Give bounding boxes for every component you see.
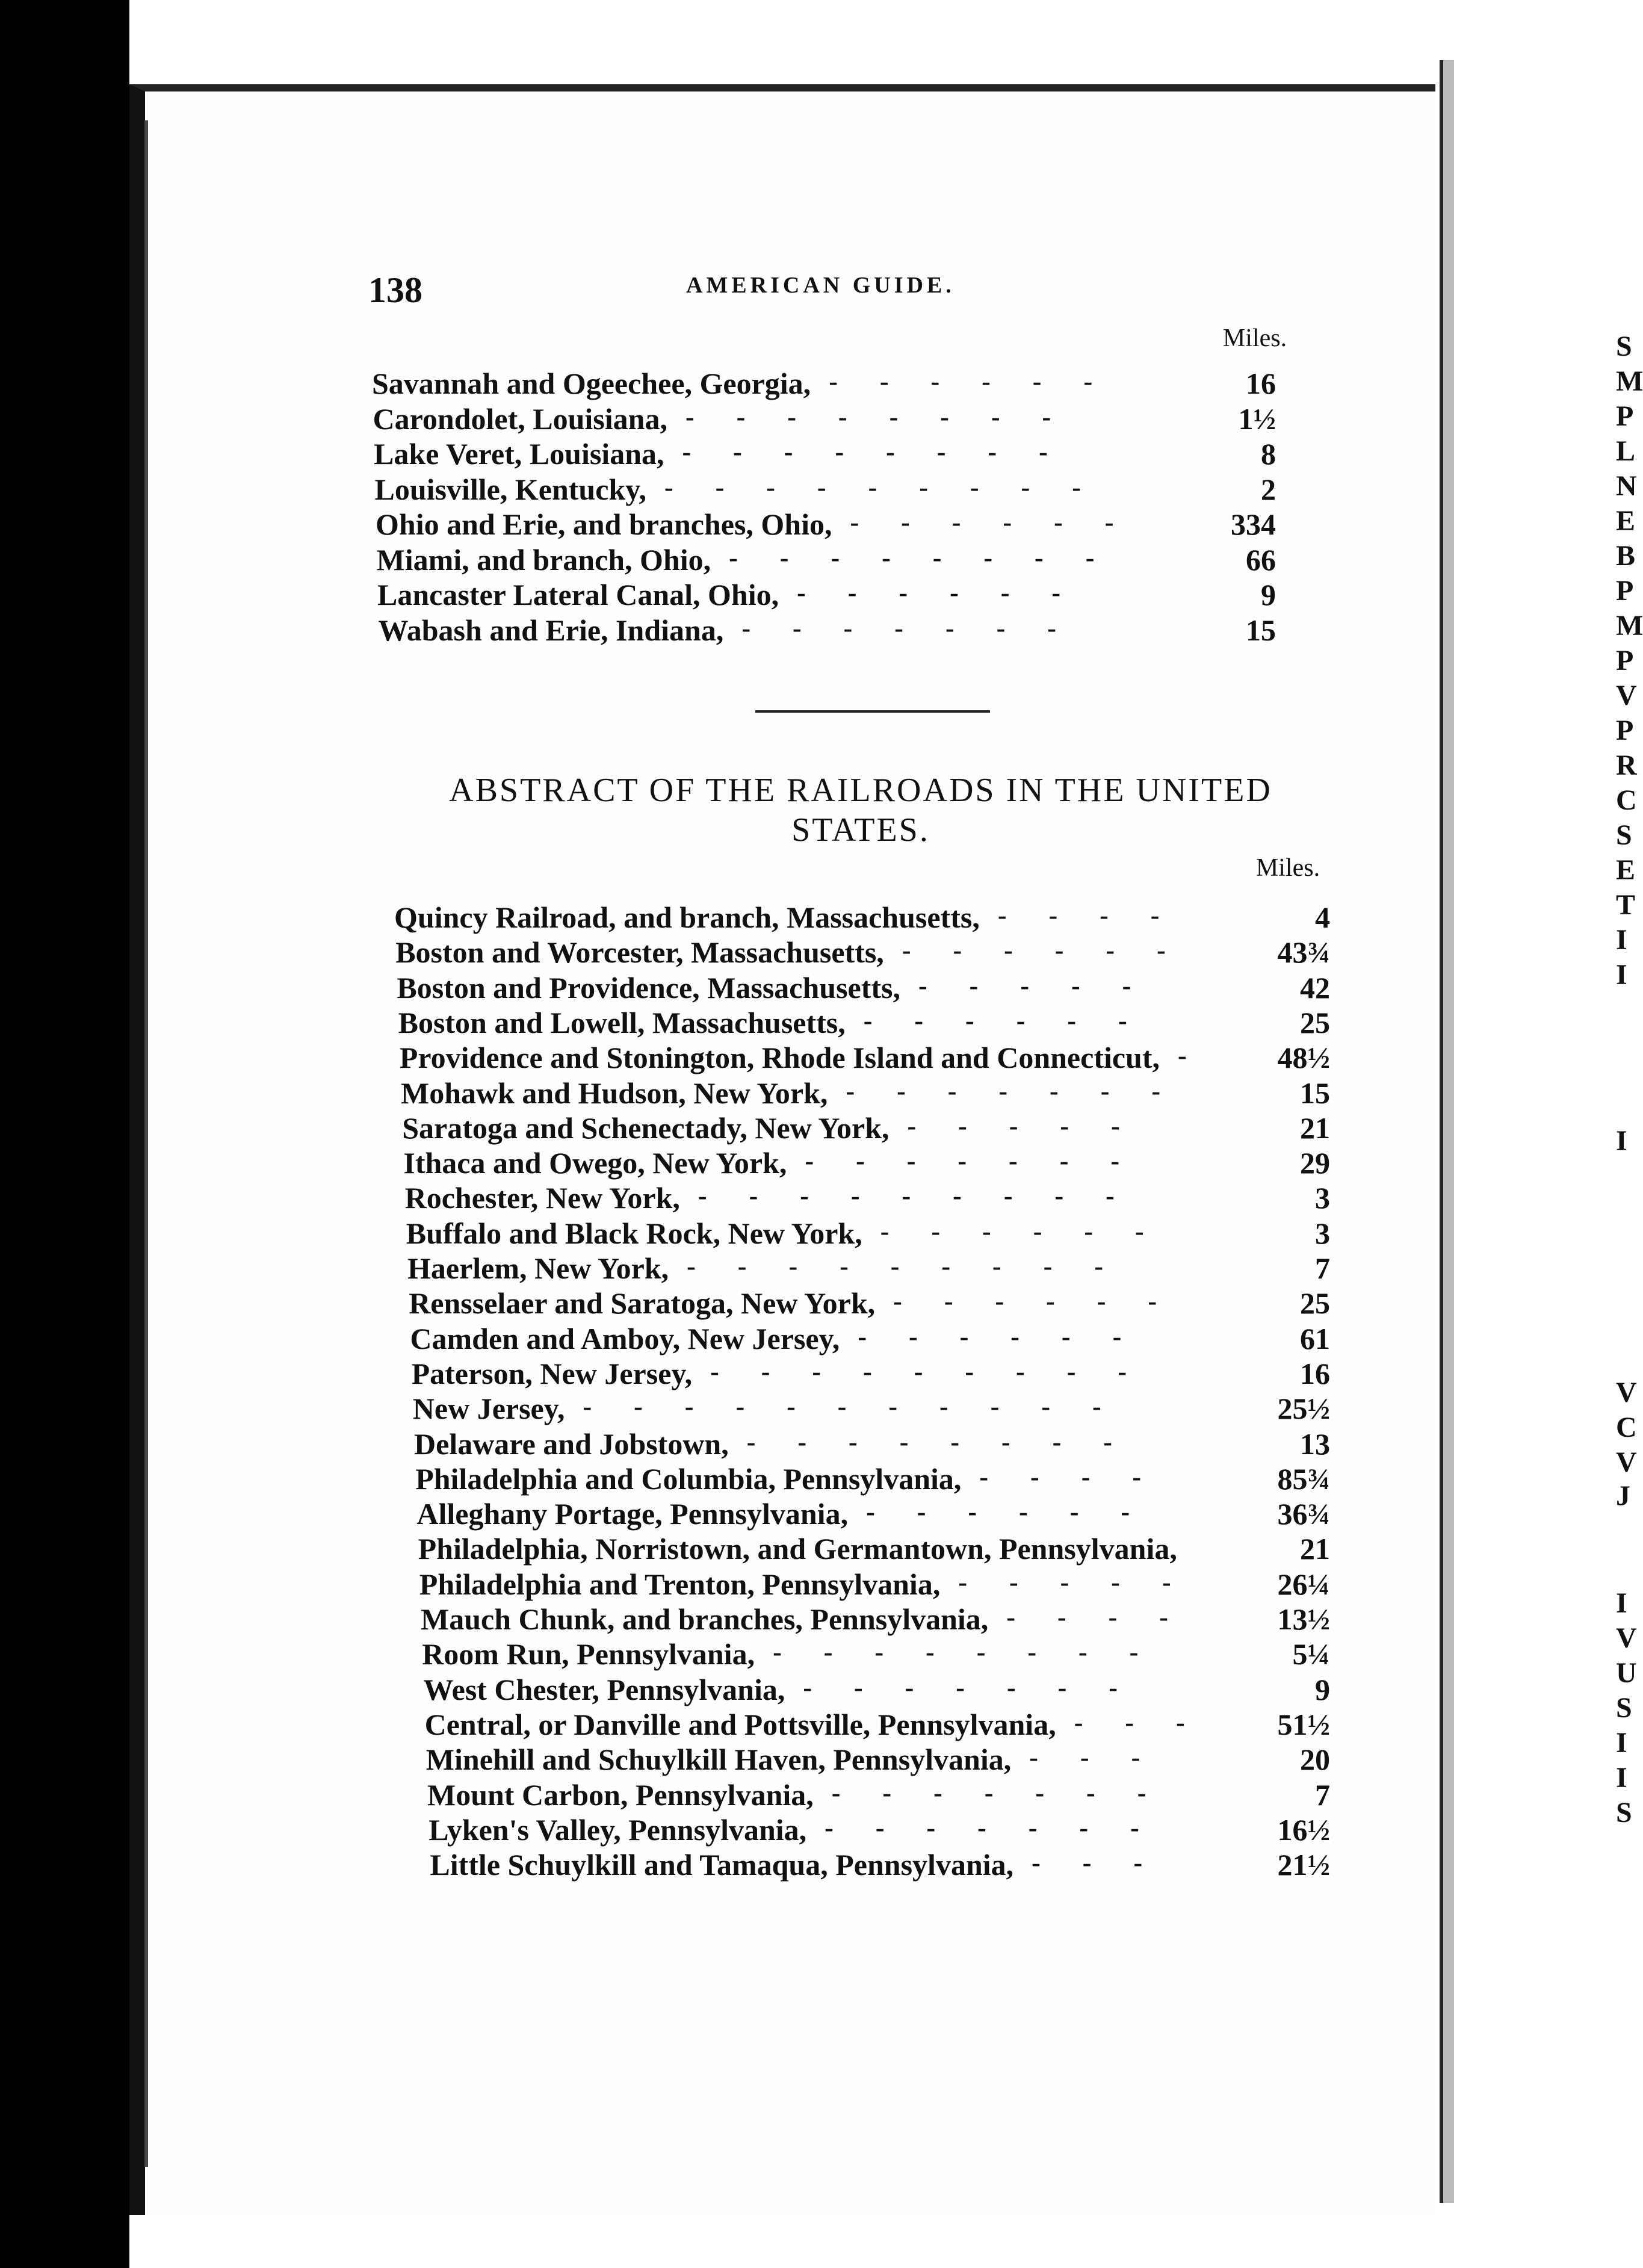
facing-page-letter: M [1616,610,1643,642]
row-miles: 61 [1299,1321,1330,1356]
facing-page-letter: N [1616,470,1637,502]
leader-dashes: ---- [1006,1602,1210,1632]
row-miles: 13 [1300,1427,1330,1461]
leader-dashes: ------ [850,507,1156,537]
row-miles: 15 [1246,613,1276,647]
row-miles: 26¼ [1277,1567,1330,1601]
facing-page-letter: B [1616,540,1636,572]
table-row [377,577,1288,612]
row-name: Philadelphia and Trenton, Pennsylvania, [419,1567,941,1601]
row-miles: 25 [1299,1286,1330,1321]
leader-dashes: ------ [866,1497,1172,1527]
facing-page-letter: I [1616,1125,1627,1157]
facing-page-letter: U [1616,1657,1637,1689]
facing-page-letter: C [1616,784,1637,816]
row-name: West Chester, Pennsylvania, [423,1672,785,1706]
row-miles: 25 [1299,1005,1330,1040]
row-miles: 16½ [1277,1812,1330,1847]
leader-dashes: ----- [958,1567,1213,1597]
table-row [377,542,1289,577]
table-row [376,507,1288,542]
table-row [400,1040,1342,1075]
row-miles: 51½ [1277,1707,1330,1741]
table-row [406,1216,1342,1251]
table-row [423,1672,1342,1707]
facing-page-letter: S [1616,1797,1632,1829]
table-row [426,1742,1342,1777]
row-miles: 1½ [1238,401,1276,436]
leader-dashes: ----- [918,970,1174,1000]
row-name: Haerlem, New York, [407,1251,669,1285]
row-miles: 29 [1299,1146,1330,1180]
row-name: Central, or Danville and Pottsville, Pennsylvania, [424,1707,1056,1741]
table-row [403,1145,1342,1180]
row-miles: 8 [1261,437,1276,471]
leader-dashes: --------- [687,1251,1146,1281]
table-row [405,1180,1342,1215]
leader-dashes: - [1178,1041,1229,1071]
facing-page-letter: C [1616,1411,1637,1443]
leader-dashes: ------ [880,1216,1186,1246]
leader-dashes: --------- [710,1356,1169,1386]
table-row [429,1812,1342,1847]
leader-dashes: ------ [902,935,1208,965]
row-name: Providence and Stonington, Rhode Island and Connecticut, [399,1041,1160,1075]
row-miles: 4 [1315,900,1330,934]
leader-dashes: -------- [729,542,1137,572]
row-miles: 13½ [1277,1602,1330,1636]
facing-page-letter: T [1616,889,1636,921]
table-row [398,1005,1342,1040]
table-row [375,472,1289,507]
facing-page [1454,0,1627,2268]
leader-dashes: -------- [685,401,1094,432]
table-row [395,935,1342,970]
section-divider [755,710,990,713]
row-name: Savannah and Ogeechee, Georgia, [372,367,811,400]
row-name: Paterson, New Jersey, [411,1356,693,1390]
table-row [416,1496,1342,1531]
leader-dashes: ------- [741,613,1098,643]
page-inner-edge [144,120,181,2167]
table-row [418,1531,1342,1566]
facing-page-letter: P [1616,400,1634,432]
row-miles: 20 [1299,1743,1330,1777]
row-name: Boston and Worcester, Massachusetts, [395,935,884,970]
leader-dashes: -------- [682,437,1090,466]
row-name: Ohio and Erie, and branches, Ohio, [376,507,832,541]
table-row [422,1637,1342,1672]
leader-dashes: --------- [698,1181,1157,1211]
table-row [407,1251,1342,1286]
table-row [427,1777,1342,1812]
facing-page-letter: J [1616,1480,1630,1512]
row-miles: 7 [1315,1251,1330,1285]
leader-dashes: ------ [863,1005,1169,1035]
row-miles: 85¾ [1277,1461,1330,1496]
leader-dashes: ------- [803,1672,1160,1702]
facing-page-letter: E [1616,854,1636,886]
row-name: Quincy Railroad, and branch, Massachusetts, [394,900,980,934]
leader-dashes: --- [1032,1848,1185,1878]
row-name: Philadelphia, Norristown, and Germantown, Pennsylvania, [418,1532,1177,1566]
row-name: Ithaca and Owego, New York, [403,1146,787,1180]
row-name: Carondolet, Louisiana, [373,401,667,436]
row-name: Minehill and Schuylkill Haven, Pennsylvania, [425,1743,1012,1777]
facing-page-letter: S [1616,1692,1632,1724]
row-name: Room Run, Pennsylvania, [422,1637,755,1672]
facing-page-letter: I [1616,1762,1627,1794]
leader-dashes: ----------- [583,1392,1143,1422]
row-name: Lancaster Lateral Canal, Ohio, [377,578,779,612]
row-miles: 48½ [1277,1041,1330,1075]
page-number: 138 [368,270,422,310]
row-name: Camden and Amboy, New Jersey, [410,1321,840,1356]
facing-page-letter: P [1616,575,1634,607]
facing-page-letter: S [1616,819,1632,851]
facing-page-letter: V [1616,1622,1637,1654]
row-miles: 3 [1314,1216,1330,1250]
leader-dashes: ------- [846,1076,1203,1106]
row-miles: 21½ [1277,1848,1330,1882]
row-name: Delaware and Jobstown, [414,1427,729,1461]
leader-dashes: ------- [805,1146,1162,1176]
facing-page-letter: L [1616,435,1636,467]
leader-dashes: ------ [893,1286,1199,1316]
row-miles: 25½ [1277,1392,1330,1426]
table-row [394,900,1342,935]
row-miles: 5¼ [1292,1637,1330,1672]
table-row [402,1111,1342,1145]
leader-dashes: ---- [997,900,1202,930]
table-row [372,366,1288,401]
row-miles: 21 [1299,1111,1330,1145]
table-row [414,1427,1342,1461]
row-name: Saratoga and Schenectady, New York, [402,1111,890,1145]
facing-page-letter: V [1616,1377,1637,1408]
table-row [413,1391,1342,1426]
gutter-shadow [1443,60,1454,2203]
table-row [409,1286,1342,1321]
row-miles: 66 [1246,542,1276,577]
row-miles: 16 [1246,367,1276,400]
row-name: Mauch Chunk, and branches, Pennsylvania, [421,1602,989,1636]
railroad-miles-header: Miles. [1255,854,1320,882]
row-miles: 9 [1314,1672,1330,1706]
leader-dashes: ------- [825,1812,1181,1842]
row-name: Lake Veret, Louisiana, [374,437,664,471]
table-row [412,1356,1342,1391]
facing-page-letter: I [1616,924,1627,956]
leader-dashes: --------- [664,472,1123,502]
row-miles: 36¾ [1277,1497,1330,1531]
facing-page-letter: E [1616,505,1636,537]
table-row [419,1567,1342,1602]
row-name: Boston and Lowell, Massachusetts, [398,1005,846,1040]
row-miles: 9 [1261,578,1276,612]
row-name: Wabash and Erie, Indiana, [378,613,724,647]
row-miles: 21 [1299,1532,1330,1566]
leader-dashes: -------- [773,1637,1181,1667]
facing-page-letter: V [1616,680,1637,711]
leader-dashes: ---- [979,1461,1183,1492]
facing-page-letter: I [1616,1587,1627,1619]
section-title: ABSTRACT OF THE RAILROADS IN THE UNITED STATES. [449,772,1272,849]
row-miles: 3 [1314,1181,1330,1215]
facing-page-letter: S [1616,330,1632,362]
facing-page-letter: P [1616,645,1634,677]
table-row [397,970,1342,1005]
leader-dashes: ------ [829,367,1135,396]
facing-page-letter: I [1616,959,1627,991]
leader-dashes: -------- [746,1427,1154,1457]
facing-page-letter: P [1616,714,1634,746]
row-name: Lyken's Valley, Pennsylvania, [429,1812,807,1847]
row-name: Boston and Providence, Massachusetts, [397,970,901,1005]
table-row [401,1076,1342,1111]
table-row [374,436,1288,471]
table-row [415,1461,1342,1496]
canal-miles-header: Miles. [1222,324,1287,352]
row-name: Miami, and branch, Ohio, [376,542,711,577]
facing-page-letter: M [1616,365,1643,397]
row-miles: 2 [1261,472,1276,506]
row-name: Rochester, New York, [404,1181,680,1215]
row-name: Mount Carbon, Pennsylvania, [427,1777,814,1812]
row-miles: 7 [1315,1777,1330,1812]
leader-dashes: ------ [858,1321,1164,1351]
table-row [430,1847,1342,1882]
leader-dashes: ----- [907,1111,1162,1141]
row-miles: 16 [1299,1356,1330,1390]
facing-page-letter: I [1616,1727,1627,1759]
leader-dashes: --- [1074,1707,1227,1737]
row-name: Alleghany Portage, Pennsylvania, [416,1497,849,1531]
leader-dashes: ------ [797,578,1103,607]
table-row [425,1707,1342,1742]
book-spine-shadow [0,0,129,2268]
table-row [373,401,1289,436]
row-miles: 43¾ [1277,935,1330,970]
row-name: Rensselaer and Saratoga, New York, [409,1286,876,1321]
leader-dashes: ------- [831,1777,1189,1808]
leader-dashes: --- [1029,1743,1183,1773]
row-name: Buffalo and Black Rock, New York, [406,1216,862,1250]
table-row [421,1602,1342,1637]
row-miles: 15 [1300,1076,1330,1110]
row-name: Louisville, Kentucky, [374,472,646,506]
facing-page-letter: R [1616,749,1637,781]
table-row [410,1321,1342,1356]
table-row [379,613,1289,648]
row-miles: 334 [1231,507,1276,541]
running-head: AMERICAN GUIDE. [686,273,955,298]
row-name: Mohawk and Hudson, New York, [401,1076,828,1110]
facing-page-letter: V [1616,1446,1637,1478]
row-name: Philadelphia and Columbia, Pennsylvania, [415,1461,962,1496]
row-name: New Jersey, [412,1392,565,1426]
row-name: Little Schuylkill and Tamaqua, Pennsylvania, [430,1848,1014,1882]
row-miles: 42 [1299,970,1330,1005]
